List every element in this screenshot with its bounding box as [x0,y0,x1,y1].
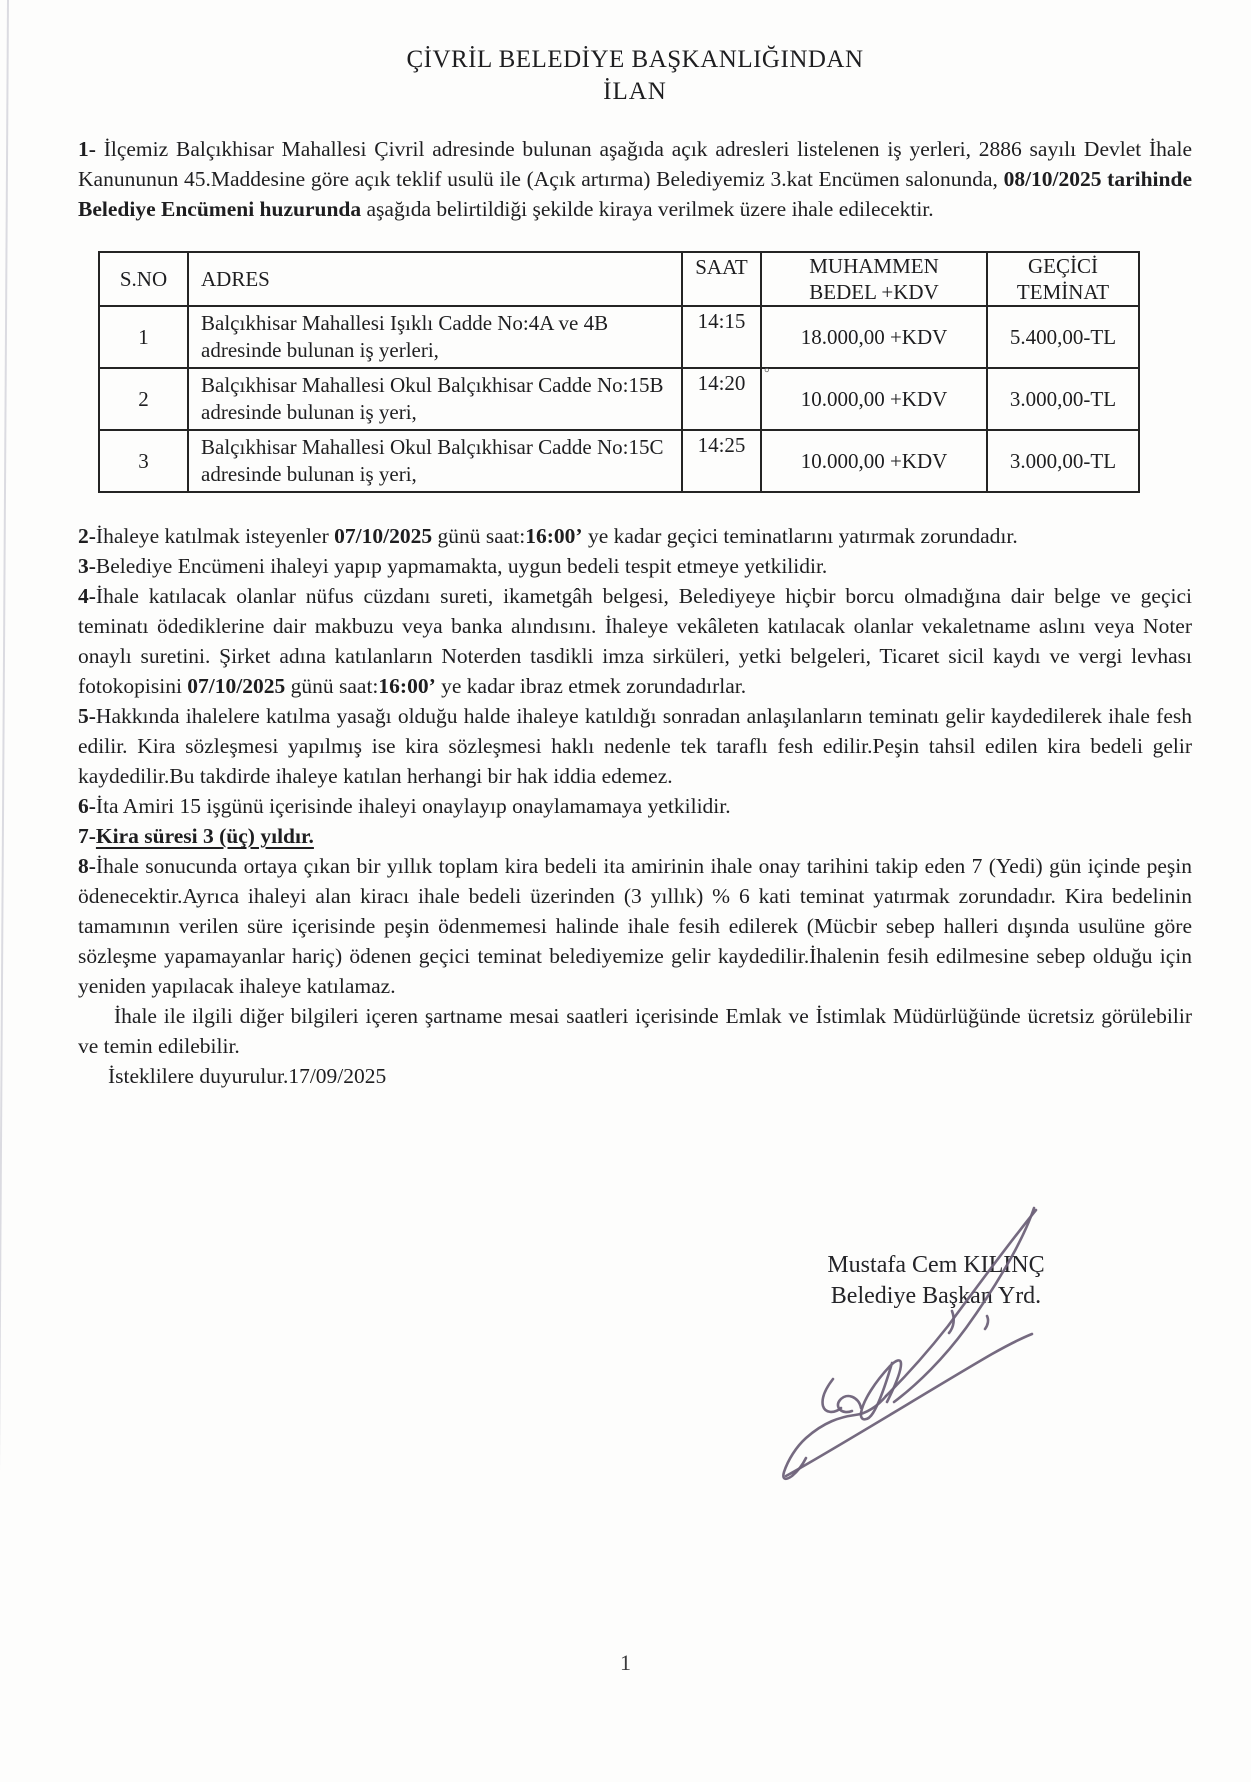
clause-7 [78,821,1192,851]
signature-block [815,1250,1057,1312]
column-header-adres: ADRES [188,252,682,306]
cell-bedel: 18.000,00 +KDV [761,306,987,368]
note-paragraph [78,1001,1192,1061]
scan-artifact-dot: ° [764,366,770,381]
signature-stroke-tail [783,1396,886,1479]
signature-stroke-f-loop [861,1360,901,1419]
text-run: 07/10/2025 [187,674,286,698]
text-run: aşağıda belirtildiği şekilde kiraya verilmek üzere ihale edilecektir. [361,197,934,221]
clause-6 [78,791,1192,821]
signature-stroke-lead [823,1379,841,1412]
page-number: 1 [620,1650,631,1675]
cell-adres: Balçıkhisar Mahallesi Okul Balçıkhisar Cadde No:15B adresinde bulunan iş yeri, [188,368,682,430]
column-header-sno: S.NO [99,252,188,306]
text-run: 1- [78,137,104,161]
text-run: 2- [78,524,96,548]
text-run: günü saat: [432,524,526,548]
scan-edge-artifact [0,0,9,1782]
signature-stroke-e-loop [838,1396,861,1412]
text-run: İhale katılacak olanlar nüfus cüzdanı sureti, ikametgâh belgesi, Belediyeye hiçbir borcu olmadığına dair belge ve geçici teminatı ödediklerine dair makbuzu veya banka alındısını. İhaleye vekâleten katılacak olanlar vekaletname aslını veya Noter onaylı suretini. Şirket adına katılanların Noterden tasdikli imza sirküleri, yetki belgeleri, Ticaret sicil kaydı ve vergi levhası fotokopisini [78,584,1192,698]
text-run: 4- [78,584,96,608]
text-run: ye kadar ibraz etmek zorundadırlar. [435,674,747,698]
cell-bedel: 10.000,00 +KDV [761,368,987,430]
text-run: 5- [78,704,96,728]
clause-4 [78,581,1192,701]
intro-paragraph [78,134,1192,224]
column-header-saat: SAAT [682,252,761,306]
text-run: İhaleye katılmak isteyenler [95,524,335,548]
text-run: 6- [78,794,96,818]
table-header-row [99,252,1139,306]
column-header-bedel-line1: MUHAMMEN [809,254,939,278]
text-run: Kira süresi 3 (üç) yıldır. [95,824,314,848]
column-header-bedel [761,252,987,306]
closing-line [78,1061,1192,1091]
signatory-title: Belediye Başkan Yrd. [830,1283,1042,1309]
table-row [99,368,1139,430]
signature-stroke-mark1 [949,1311,954,1333]
clause-2 [78,521,1192,551]
signature-stroke-rising-line [786,1334,1032,1476]
text-run: Hakkında ihalelere katılma yasağı olduğu halde ihaleye katıldığı sonradan anlaşılanların teminatı gelir kaydedilerek ihale fesh edilir. Kira sözleşmesi yapılmış ise kira sözleşmesi haklı nedenle tek taraflı fesh edilir.Peşin tahsil edilen kira bedeli gelir kaydedilir.Bu takdirde ihaleye katılan herhangi bir hak iddia edemez. [78,704,1192,788]
text-run: İlçemiz Balçıkhisar Mahallesi Çivril adresinde bulunan aşağıda açık adresleri listelenen iş yerleri, 2886 sayılı Devlet İhale Kanununun 45.Maddesine göre açık teklif usulü ile (Açık artırma) Belediyemiz 3.kat Encümen salonunda, [78,137,1192,191]
table-row [99,430,1139,492]
text-run: 16:00’ [525,524,583,548]
text-run: 16:00’ [378,674,436,698]
clause-8 [78,851,1192,1001]
clause-3 [78,551,1192,581]
cell-teminat: 5.400,00-TL [987,306,1139,368]
text-run: 07/10/2025 [334,524,433,548]
document-content [78,44,1192,1091]
clause-5 [78,701,1192,791]
text-run: 7- [78,824,96,848]
text-run: İta Amiri 15 işgünü içerisinde ihaleyi onaylayıp onaylamamaya yetkilidir. [95,794,731,818]
signatory-name: Mustafa Cem KILINÇ [827,1252,1045,1278]
cell-saat: 14:15 [682,306,761,368]
table-row [99,306,1139,368]
cell-teminat: 3.000,00-TL [987,430,1139,492]
cell-saat: 14:20 [682,368,761,430]
text-run: ye kadar geçici teminatlarını yatırmak zorundadır. [582,524,1018,548]
column-header-teminat-line1: GEÇİCİ [1028,254,1098,278]
column-header-teminat-line2: TEMİNAT [1016,280,1110,304]
text-run: 8- [78,854,96,878]
cell-adres: Balçıkhisar Mahallesi Işıklı Cadde No:4A ve 4B adresinde bulunan iş yerleri, [188,306,682,368]
cell-sno: 2 [99,368,188,430]
document-title: ÇİVRİL BELEDİYE BAŞKANLIĞINDAN [406,46,864,73]
text-run: İsteklilere duyurulur.17/09/2025 [108,1064,387,1088]
document-subtitle: İLAN [603,78,667,105]
text-run: günü saat: [285,674,379,698]
cell-saat: 14:25 [682,430,761,492]
text-run: 3- [78,554,96,578]
auction-table [98,251,1140,493]
text-run: İhale ile ilgili diğer bilgileri içeren şartname mesai saatleri içerisinde Emlak ve İstimlak Müdürlüğünde ücretsiz görülebilir ve temin edilebilir. [78,1004,1192,1058]
text-run: İhale sonucunda ortaya çıkan bir yıllık toplam kira bedeli ita amirinin ihale onay tarihini takip eden 7 (Yedi) gün içinde peşin ödenecektir.Ayrıca ihaleyi alan kiracı ihale bedeli üzerinden (3 yıllık) % 6 kati teminat yatırmak zorundadır. Kira bedelinin tamamının verilen süre içerisinde peşin ödenmemesi halinde ihale fesih edilerek (Mücbir sebep halleri dışında usulüne göre sözleşme yapamayanlar hariç) ödenen geçici teminat belediyemize gelir kaydedilir.İhalenin fesih edilmesine sebep olduğu için yeniden yapılacak ihaleye katılamaz. [78,854,1192,998]
text-run: 08/10/2025 tarihinde Belediye Encümeni huzurunda [78,167,1192,221]
cell-adres: Balçıkhisar Mahallesi Okul Balçıkhisar Cadde No:15C adresinde bulunan iş yeri, [188,430,682,492]
signature-scribble [640,1150,1100,1530]
column-header-bedel-line2: BEDEL +KDV [809,280,939,304]
column-header-teminat [987,252,1139,306]
cell-sno: 1 [99,306,188,368]
signature-stroke-mark2 [985,1316,988,1329]
cell-bedel: 10.000,00 +KDV [761,430,987,492]
clauses-section [78,521,1192,1091]
text-run: Belediye Encümeni ihaleyi yapıp yapmamakta, uygun bedeli tespit etmeye yetkilidir. [95,554,828,578]
cell-teminat: 3.000,00-TL [987,368,1139,430]
cell-sno: 3 [99,430,188,492]
